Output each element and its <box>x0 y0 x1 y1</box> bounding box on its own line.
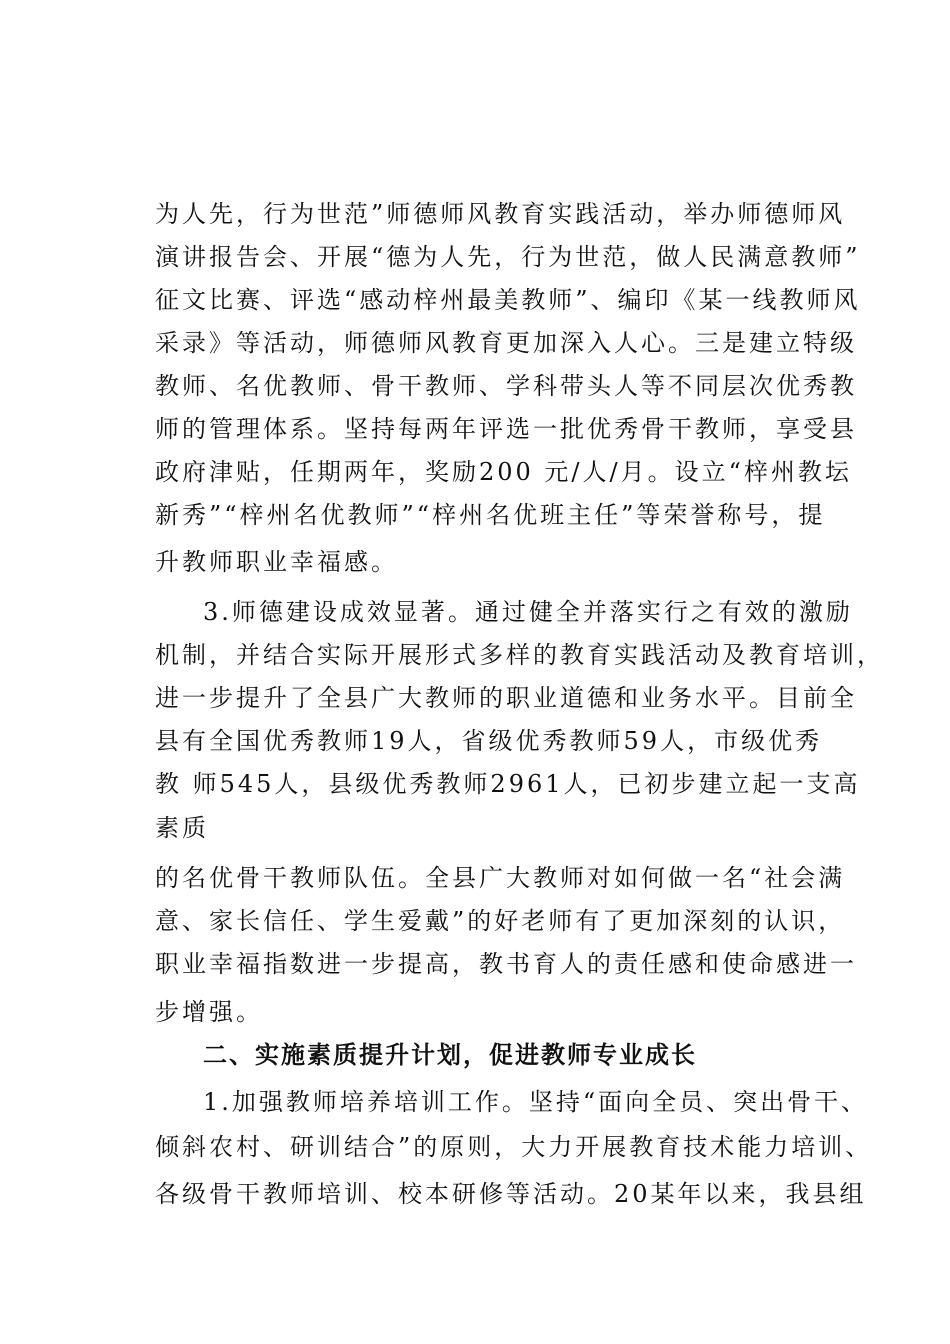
paragraph-line: 征文比赛、评选“感动梓州最美教师”、编印《某一线教师风 <box>155 286 861 314</box>
paragraph-line: 新秀”“梓州名优教师”“梓州名优班主任”等荣誉称号，提 <box>155 501 826 529</box>
paragraph-line: 各级骨干教师培训、校本研修等活动。20某年以来，我县组 <box>155 1180 867 1208</box>
paragraph-line: 倾斜农村、研训结合”的原则，大力开展教育技术能力培训、 <box>155 1133 873 1161</box>
paragraph-line: 政府津贴，任期两年，奖励200 元/人/月。设立“梓州教坛 <box>155 458 852 486</box>
paragraph-line: 县有全国优秀教师19人，省级优秀教师59人，市级优秀 <box>155 727 823 755</box>
paragraph-line: 采录》等活动，师德师风教育更加深入人心。三是建立特级 <box>155 329 857 357</box>
paragraph-line: 1.加强教师培养培训工作。坚持“面向全员、突出骨干、 <box>203 1088 869 1116</box>
paragraph-line: 机制，并结合实际开展形式多样的教育实践活动及教育培训， <box>155 641 884 669</box>
paragraph-line: 进一步提升了全县广大教师的职业道德和业务水平。目前全 <box>155 684 857 712</box>
paragraph-line: 演讲报告会、开展“德为人先，行为世范，做人民满意教师” <box>155 243 861 271</box>
paragraph-line: 为人先，行为世范”师德师风教育实践活动，举办师德师风 <box>155 200 846 228</box>
paragraph-line: 的名优骨干教师队伍。全县广大教师对如何做一名“社会满 <box>155 864 846 892</box>
paragraph-line: 3.师德建设成效显著。通过健全并落实行之有效的激励 <box>203 598 853 626</box>
section-heading: 二、实施素质提升计划，促进教师专业成长 <box>203 1041 697 1069</box>
paragraph-line: 师的管理体系。坚持每两年评选一批优秀骨干教师，享受县 <box>155 415 857 443</box>
paragraph-line: 教师、名优教师、骨干教师、学科带头人等不同层次优秀教 <box>155 372 857 400</box>
paragraph-line: 教 师545人，县级优秀教师2961人，已初步建立起一支高 <box>155 770 861 798</box>
paragraph-line: 职业幸福指数进一步提高，教书育人的责任感和使命感进一 <box>155 950 857 978</box>
paragraph-line: 素质 <box>155 814 209 842</box>
paragraph-line: 意、家长信任、学生爱戴”的好老师有了更加深刻的认识， <box>155 907 846 935</box>
paragraph-line: 步增强。 <box>155 998 263 1026</box>
paragraph-line: 升教师职业幸福感。 <box>155 548 398 576</box>
